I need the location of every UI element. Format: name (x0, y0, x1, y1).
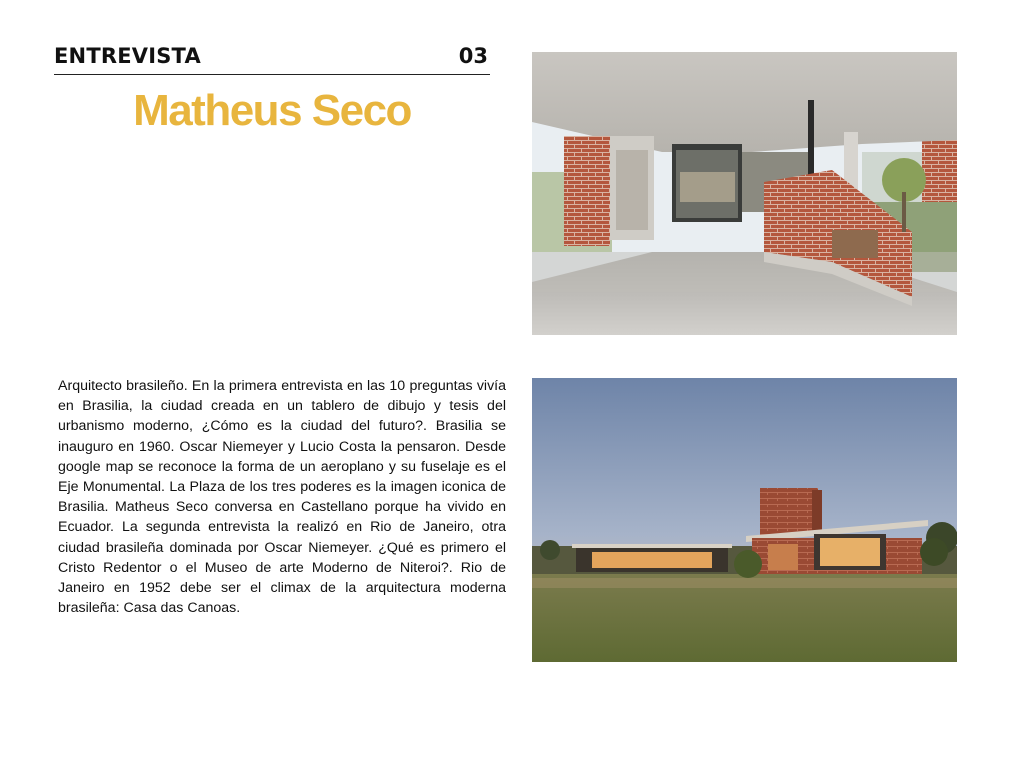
header-rule (54, 44, 490, 75)
house-exterior-dusk-photo (532, 378, 957, 662)
page-number: 03 (458, 44, 488, 68)
house-interior-photo (532, 52, 957, 335)
page-title: Matheus Seco (133, 86, 411, 135)
section-label: ENTREVISTA (54, 44, 201, 68)
article-body: Arquitecto brasileño. En la primera entrevista en las 10 preguntas vivía en Brasilia, la ciudad creada en un tablero de dibujo y tesis del urbanismo moderno, ¿Cómo es la ciudad del futuro?. Brasilia se inauguro en 1960. Oscar Niemeyer y Lucio Costa la pensaron. Desde google map se reconoce la forma de un aeroplano y su fuselaje es el Eje Monumental. La Plaza de los tres poderes es la imagen iconica de Brasilia. Matheus Seco conversa en Castellano porque ha vivido en Ecuador. La segunda entrevista la realizó en Rio de Janeiro, otra ciudad brasileña dominada por Oscar Niemeyer. ¿Qué es primero el Cristo Redentor o el Museo de arte Moderno de Niteroi?. Rio de Janeiro en 1952 debe ser el climax de la arquitectura moderna brasileña: Casa das Canoas. (58, 378, 506, 617)
